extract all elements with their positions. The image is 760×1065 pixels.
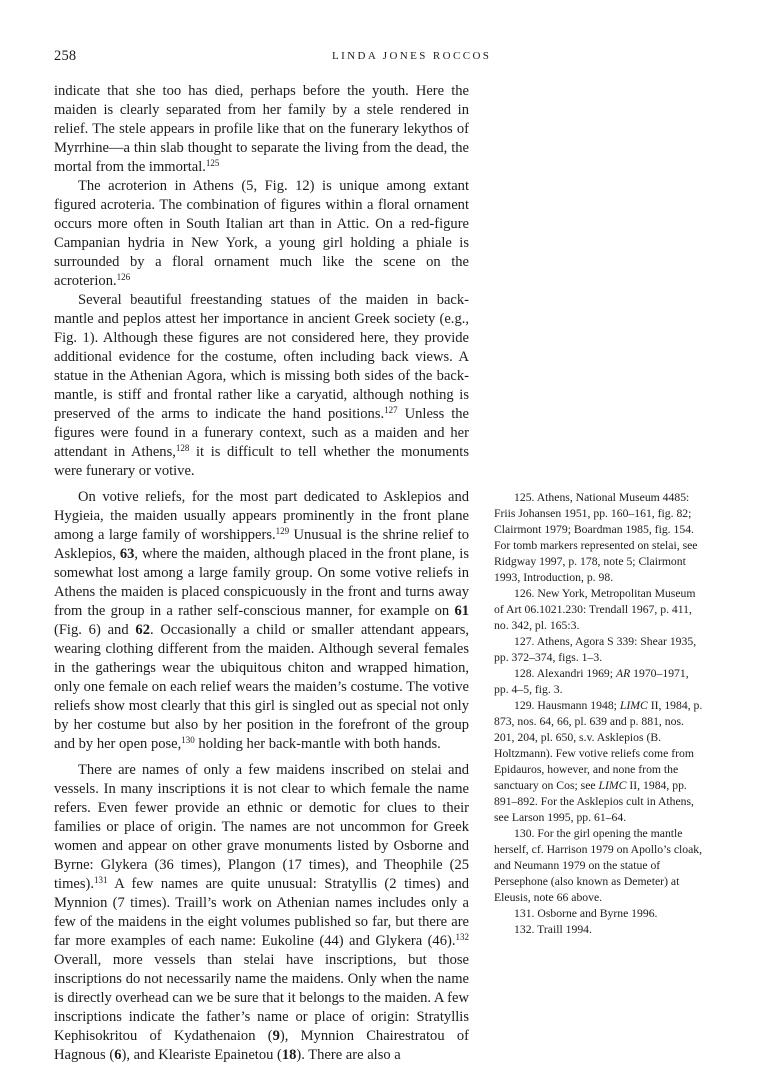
body-paragraph: On votive reliefs, for the most part dedicated to Asklepios and Hygieia, the maiden usually appears prominently in the front plane among a large family of worshippers.$^{129}$ Unusual is the shrine relief to Asklepios, 63, where the maiden, although placed in the front plane, is somewhat lost among a large family group. On some votive reliefs in Athens the maiden is placed conspicuously in the front and turns away from the group in a rather self-conscious manner, for example on 61 (Fig. 6) and 62. Occasionally a child or smaller attendant appears, wearing clothing different from the maiden. Although several females in the gatherings wear the ubiquitous chiton and wrapped himation, only one female on each relief wears the maiden’s costume. The votive reliefs show most clearly that this girl is singled out as special not only by her costume but also by her position in the forefront of the group and by her open pose,$^{130}$ holding her back-mantle with both hands. [54,489,470,752]
footnote: 131. Osborne and Byrne 1996. [514,907,658,920]
page-number: 258 [54,48,77,64]
footnote: 125. Athens, National Museum 4485: Friis Johansen 1951, pp. 160–161, fig. 82; Clairmont 1979; Boardman 1985, fig. 154. For tomb markers represented on stelai, see Ridgway 1997, p. 178, note 5; Clairmont 1993, Introduction, p. 98. [494,491,698,584]
footnote: 128. Alexandri 1969; AR 1970–1971, pp. 4–5, fig. 3. [494,667,689,696]
footnote: 126. New York, Metropolitan Museum of Art 06.1021.230: Trendall 1967, p. 411, no. 342, pl. 165:3. [494,587,696,632]
footnote: 129. Hausmann 1948; LIMC II, 1984, p. 873, nos. 64, 66, pl. 639 and p. 881, nos. 201, 204, pl. 650, s.v. Asklepios (B. Holtzmann). Few votive reliefs come from Epidauros, however, and none from the sanctuary on Cos; see LIMC II, 1984, pp. 891–892. For the Asklepios cult in Athens, see Larson 1995, pp. 61–64. [494,699,703,824]
footnote: 127. Athens, Agora S 339: Shear 1935, pp. 372–374, figs. 1–3. [494,635,697,664]
body-paragraph: Several beautiful freestanding statues of the maiden in back-mantle and peplos attest her importance in ancient Greek society (e.g., Fig. 1). Although these figures are not considered here, they provide additional evidence for the costume, often including back views. A statue in the Athenian Agora, which is missing both sides of the back-mantle, is stiff and frontal rather like a caryatid, although nothing is preserved of the arms to indicate the hand positions.$^{127}$ Unless the figures were found in a funerary context, such as a maiden and her attendant in Athens,$^{128}$ it is difficult to tell whether the monuments were funerary or votive. [54,292,469,479]
main-text-column [54,82,469,1065]
footnote: 130. For the girl opening the mantle herself, cf. Harrison 1979 on Apollo’s cloak, and Neumann 1979 on the statue of Persephone (also known as Demeter) at Eleusis, note 66 above. [494,827,703,904]
footnote: 132. Traill 1994. [514,923,592,936]
body-paragraph: There are names of only a few maidens inscribed on stelai and vessels. In many inscriptions it is not clear to which female the name refers. Even fewer provide an ethnic or demotic for clues to their families or place of origin. The names are not uncommon for Greek women and appear on other grave monuments listed by Osborne and Byrne: Glykera (36 times), Plangon (17 times), and Theophile (25 times).$^{131}$ A few names are quite unusual: Stratyllis (2 times) and Mynnion (7 times). Traill’s work on Athenian names includes only a few of the maidens in the eight volumes published so far, but there are far more examples of each name: Eukoline (44) and Glykera (46).$^{132}$ Overall, more vessels than stelai have inscriptions, but those inscriptions do not necessarily name the maidens. Only when the name is directly overhead can we be sure that it belongs to the maiden. A few inscriptions indicate the father’s name or place of origin: Stratyllis Kephisokritou of Kydathenaion (9), Mynnion Chairestratou of Hagnous (6), and Kleariste Epainetou (18). There are also a [54,762,469,1063]
body-paragraph: indicate that she too has died, perhaps before the youth. Here the maiden is clearly separated from her family by a stele rendered in relief. The stele appears in profile like that on the funerary lekythos of Myrrhine—a thin slab thought to separate the living from the dead, the mortal from the immortal.$^{125}$ [54,83,469,175]
body-paragraph: The acroterion in Athens (5, Fig. 12) is unique among extant figured acroteria. The combination of figures within a floral ornament occurs more often in South Italian art than in Attic. On a red-figure Campanian hydria in New York, a young girl holding a phiale is surrounded by a floral ornament much like the scene on the acroterion.$^{126}$ [54,178,469,289]
running-title: LINDA JONES ROCCOS [332,50,492,62]
footnotes-column [494,490,704,938]
